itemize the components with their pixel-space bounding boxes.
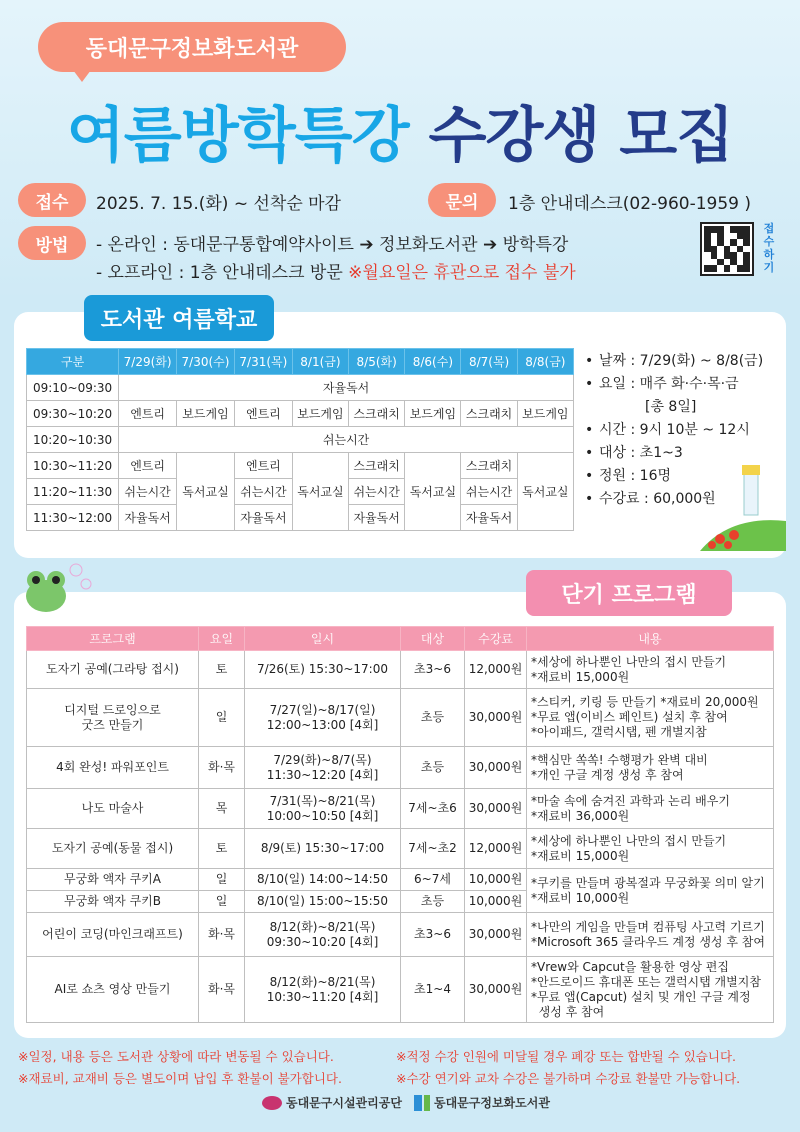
lighthouse-illustration — [700, 455, 786, 551]
table-row — [27, 375, 574, 401]
program-name: 나도 마술사 — [27, 789, 199, 829]
program-fee: 30,000원 — [465, 957, 527, 1023]
program-day: 일 — [199, 689, 245, 747]
reception-tag: 접수 — [18, 183, 86, 217]
time-cell: 09:10~09:30 — [27, 375, 119, 401]
program-name: 4회 완성! 파워포인트 — [27, 747, 199, 789]
program-target: 초등 — [401, 891, 465, 913]
inquiry-text: 1층 안내데스크(02-960-1959 ) — [508, 194, 752, 214]
table-row — [27, 651, 774, 689]
program-target: 초3~6 — [401, 651, 465, 689]
footer-logo-1-text: 동대문구시설관리공단 — [286, 1096, 402, 1110]
library-logo-icon-bar — [424, 1095, 430, 1111]
program-target: 초등 — [401, 747, 465, 789]
program-name: 무궁화 액자 쿠키B — [27, 891, 199, 913]
program-cell: 보드게임 — [177, 401, 235, 427]
program-fee: 10,000원 — [465, 869, 527, 891]
program-name: 도자기 공예(동물 접시) — [27, 829, 199, 869]
page-title — [0, 88, 800, 174]
table-row — [27, 689, 774, 747]
column-header: 8/7(목) — [461, 349, 517, 375]
column-header: 수강료 — [465, 627, 527, 651]
break-cell: 쉬는시간 — [349, 479, 405, 505]
program-day: 목 — [199, 789, 245, 829]
time-cell: 11:30~12:00 — [27, 505, 119, 531]
reception-text: 2025. 7. 15.(화) ~ 선착순 마감 — [96, 194, 341, 214]
column-header: 일시 — [245, 627, 401, 651]
program-fee: 30,000원 — [465, 789, 527, 829]
program-cell: 보드게임 — [405, 401, 461, 427]
program-fee: 30,000원 — [465, 747, 527, 789]
program-day: 화·목 — [199, 957, 245, 1023]
program-time: 8/12(화)~8/21(목) 10:30~11:20 [4회] — [245, 957, 401, 1023]
time-cell: 11:20~11:30 — [27, 479, 119, 505]
notes-right — [396, 1046, 740, 1090]
program-time: 7/29(화)~8/7(목) 11:30~12:20 [4회] — [245, 747, 401, 789]
program-fee: 10,000원 — [465, 891, 527, 913]
time-cell: 09:30~10:20 — [27, 401, 119, 427]
program-time: 8/10(일) 14:00~14:50 — [245, 869, 401, 891]
table-row — [27, 401, 574, 427]
program-fee: 12,000원 — [465, 829, 527, 869]
reading-room-cell: 독서교실 — [177, 453, 235, 531]
column-header: 8/5(화) — [349, 349, 405, 375]
note-line: ※적정 수강 인원에 미달될 경우 폐강 또는 합반될 수 있습니다. — [396, 1049, 737, 1064]
column-header: 7/29(화) — [119, 349, 177, 375]
table-row — [27, 913, 774, 957]
detail-target: • 대상 : 초1~3 — [585, 445, 683, 461]
break-cell: 쉬는시간 — [119, 427, 574, 453]
program-time: 7/27(일)~8/17(일) 12:00~13:00 [4회] — [245, 689, 401, 747]
note-line: ※일정, 내용 등은 도서관 상황에 따라 변동될 수 있습니다. — [18, 1049, 334, 1064]
program-name: 무궁화 액자 쿠키A — [27, 869, 199, 891]
program-target: 6~7세 — [401, 869, 465, 891]
detail-fee: • 수강료 : 60,000원 — [585, 491, 716, 507]
frog-mascot-illustration — [16, 556, 94, 618]
table-row — [27, 427, 574, 453]
program-name: 어린이 코딩(마인크래프트) — [27, 913, 199, 957]
program-target: 초3~6 — [401, 913, 465, 957]
program-cell: 스크래치 — [461, 453, 517, 479]
program-target: 7세~초6 — [401, 789, 465, 829]
program-cell: 엔트리 — [119, 453, 177, 479]
self-study-cell: 자율독서 — [234, 505, 292, 531]
table-row — [27, 957, 774, 1023]
table-row — [27, 747, 774, 789]
inquiry-tag: 문의 — [428, 183, 496, 217]
program-time: 8/12(화)~8/21(목) 09:30~10:20 [4회] — [245, 913, 401, 957]
title-part-1: 여름방학특강 — [66, 101, 409, 171]
program-content: *세상에 하나뿐인 나만의 접시 만들기 *재료비 15,000원 — [527, 829, 774, 869]
summer-school-title: 도서관 여름학교 — [84, 295, 274, 341]
program-day: 일 — [199, 869, 245, 891]
column-header: 대상 — [401, 627, 465, 651]
program-target: 초1~4 — [401, 957, 465, 1023]
program-target: 7세~초2 — [401, 829, 465, 869]
column-header: 내용 — [527, 627, 774, 651]
program-content: *세상에 하나뿐인 나만의 접시 만들기 *재료비 15,000원 — [527, 651, 774, 689]
program-day: 일 — [199, 891, 245, 913]
program-time: 8/10(일) 15:00~15:50 — [245, 891, 401, 913]
self-study-cell: 자율독서 — [119, 375, 574, 401]
table-header-row — [27, 349, 574, 375]
footer-logo-2 — [414, 1094, 550, 1111]
detail-days: • 요일 : 매주 화·수·목·금 — [585, 376, 739, 392]
column-header: 요일 — [199, 627, 245, 651]
reading-room-cell: 독서교실 — [405, 453, 461, 531]
offline-method — [96, 258, 576, 283]
offline-text: - 오프라인 : 1층 안내데스크 방문 — [96, 263, 343, 283]
program-content: *마술 속에 숨겨진 과학과 논리 배우기 *재료비 36,000원 — [527, 789, 774, 829]
self-study-cell: 자율독서 — [349, 505, 405, 531]
program-name: 디지털 드로잉으로 굿즈 만들기 — [27, 689, 199, 747]
program-content: *쿠키를 만들며 광복절과 무궁화꽃 의미 알기 *재료비 10,000원 — [527, 869, 774, 913]
program-name: 도자기 공예(그라탕 접시) — [27, 651, 199, 689]
org-label: 동대문구정보화도서관 — [38, 22, 346, 72]
program-cell: 엔트리 — [119, 401, 177, 427]
note-line: ※수강 연기와 교차 수강은 불가하며 수강료 환불만 가능합니다. — [396, 1071, 741, 1086]
reading-room-cell: 독서교실 — [292, 453, 348, 531]
program-content: *핵심만 쏙쏙! 수행평가 완벽 대비 *개인 구글 계정 생성 후 참여 — [527, 747, 774, 789]
program-time: 7/31(목)~8/21(목) 10:00~10:50 [4회] — [245, 789, 401, 829]
program-fee: 30,000원 — [465, 689, 527, 747]
table-row — [27, 453, 574, 479]
short-program-title: 단기 프로그램 — [526, 570, 732, 616]
column-header: 7/31(목) — [234, 349, 292, 375]
program-content: *나만의 게임을 만들며 컴퓨팅 사고력 기르기 *Microsoft 365 클라우드 계정 생성 후 참여 — [527, 913, 774, 957]
program-cell: 스크래치 — [349, 401, 405, 427]
column-header: 프로그램 — [27, 627, 199, 651]
offline-note: ※월요일은 휴관으로 접수 불가 — [348, 263, 576, 283]
break-cell: 쉬는시간 — [461, 479, 517, 505]
program-cell: 엔트리 — [234, 401, 292, 427]
break-cell: 쉬는시간 — [234, 479, 292, 505]
detail-capacity: • 정원 : 16명 — [585, 468, 672, 484]
method-tag: 방법 — [18, 226, 86, 260]
detail-total: [총 8일] — [645, 399, 697, 415]
table-row — [27, 829, 774, 869]
time-cell: 10:20~10:30 — [27, 427, 119, 453]
program-target: 초등 — [401, 689, 465, 747]
program-time: 8/9(토) 15:30~17:00 — [245, 829, 401, 869]
program-fee: 30,000원 — [465, 913, 527, 957]
table-row — [27, 789, 774, 829]
program-content: *스티커, 키링 등 만들기 *재료비 20,000원 *무료 앱(이비스 페인트) 설치 후 참여 *아이패드, 갤럭시탭, 펜 개별지참 — [527, 689, 774, 747]
detail-time: • 시간 : 9시 10분 ~ 12시 — [585, 422, 750, 438]
column-header: 8/1(금) — [292, 349, 348, 375]
program-fee: 12,000원 — [465, 651, 527, 689]
program-cell: 스크래치 — [461, 401, 517, 427]
time-cell: 10:30~11:20 — [27, 453, 119, 479]
detail-date: • 날짜 : 7/29(화) ~ 8/8(금) — [585, 353, 764, 369]
footer-logo-1 — [262, 1094, 402, 1111]
footer-logo-2-text: 동대문구정보화도서관 — [434, 1096, 550, 1110]
program-day: 화·목 — [199, 747, 245, 789]
program-cell: 스크래치 — [349, 453, 405, 479]
table-row — [27, 869, 774, 891]
short-program-table — [26, 626, 774, 1023]
online-method: - 온라인 : 동대문구통합예약사이트 ➔ 정보화도서관 ➔ 방학특강 — [96, 235, 569, 255]
break-cell: 쉬는시간 — [119, 479, 177, 505]
program-day: 토 — [199, 651, 245, 689]
self-study-cell: 자율독서 — [119, 505, 177, 531]
program-name: AI로 쇼츠 영상 만들기 — [27, 957, 199, 1023]
program-cell: 보드게임 — [517, 401, 573, 427]
title-part-2: 수강생 모집 — [428, 101, 734, 171]
column-header: 8/8(금) — [517, 349, 573, 375]
reading-room-cell: 독서교실 — [517, 453, 573, 531]
program-time: 7/26(토) 15:30~17:00 — [245, 651, 401, 689]
program-day: 토 — [199, 829, 245, 869]
column-header: 7/30(수) — [177, 349, 235, 375]
qr-label: 접수하기 — [763, 222, 775, 274]
qr-code[interactable] — [700, 222, 754, 276]
library-logo-icon — [414, 1095, 422, 1111]
column-header: 구분 — [27, 349, 119, 375]
facility-logo-icon — [262, 1096, 282, 1110]
note-line: ※재료비, 교재비 등은 별도이며 납입 후 환불이 불가합니다. — [18, 1071, 342, 1086]
program-day: 화·목 — [199, 913, 245, 957]
column-header: 8/6(수) — [405, 349, 461, 375]
self-study-cell: 자율독서 — [461, 505, 517, 531]
summer-school-table — [26, 348, 574, 531]
program-content: *Vrew와 Capcut을 활용한 영상 편집 *안드로이드 휴대폰 또는 갤럭시탭 개별지참 *무료 앱(Capcut) 설치 및 개인 구글 계정 생성 후 참여 — [527, 957, 774, 1023]
speech-tail — [70, 66, 94, 82]
program-cell: 보드게임 — [292, 401, 348, 427]
program-cell: 엔트리 — [234, 453, 292, 479]
notes-left — [18, 1046, 342, 1090]
table-header-row — [27, 627, 774, 651]
